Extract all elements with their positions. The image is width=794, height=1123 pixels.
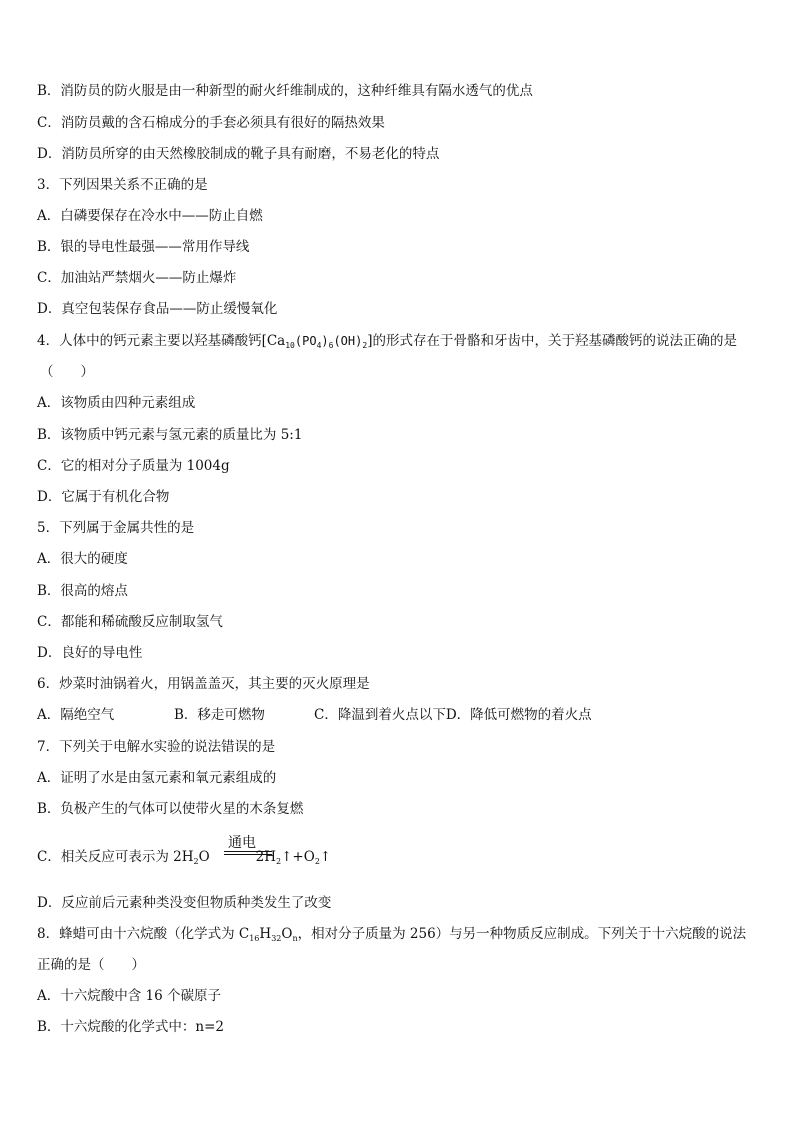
- question-4-prefix: 4．人体中的钙元素主要以羟基磷酸钙[Ca: [37, 333, 286, 349]
- reaction-equals-bottom: [224, 854, 272, 855]
- option-7-a: A．证明了水是由氢元素和氧元素组成的: [37, 770, 277, 786]
- option-7-b: B．负极产生的气体可以使带火星的木条复燃: [37, 801, 304, 817]
- option-6-d: D．降低可燃物的着火点: [445, 707, 592, 723]
- option-3-c: C．加油站严禁烟火——防止爆炸: [37, 270, 237, 286]
- question-6-options: [37, 706, 592, 724]
- question-4-answer-paren: （ ）: [40, 364, 94, 380]
- option-3-b: B．银的导电性最强——常用作导线: [37, 239, 250, 255]
- option-7-d: D．反应前后元素种类没变但物质种类发生了改变: [37, 895, 332, 911]
- option-6-a: A．隔绝空气: [37, 707, 115, 723]
- question-4-suffix: ]的形式存在于骨骼和牙齿中，关于羟基磷酸钙的说法正确的是: [367, 333, 737, 349]
- option-3-d: D．真空包装保存食品——防止缓慢氧化: [37, 301, 278, 317]
- option-4-a: A．该物质由四种元素组成: [37, 395, 196, 411]
- question-4: [37, 332, 737, 350]
- option-5-b: B．很高的熔点: [37, 583, 128, 599]
- option-4-c: C．它的相对分子质量为 1004g: [37, 458, 230, 474]
- question-8: 8．蜂蜡可由十六烷酸（化学式为 $C_{16}H_{32}O_n$，相对分子质量为 256）与另一种物质反应制成。下列关于十六烷酸的说法: [37, 926, 747, 943]
- question-7: 7．下列关于电解水实验的说法错误的是: [37, 739, 276, 755]
- option-5-d: D．良好的导电性: [37, 645, 143, 661]
- formula-part: $_{10}(PO_4)_6(OH)_2$: [285, 334, 368, 350]
- option-2-d: D．消防员所穿的由天然橡胶制成的靴子具有耐磨，不易老化的特点: [37, 146, 440, 162]
- reaction-condition: 通电: [228, 835, 256, 851]
- option-4-b: B．该物质中钙元素与氢元素的质量比为 5:1: [37, 427, 303, 443]
- reaction-equals-top: [224, 851, 272, 852]
- option-3-a: A．白磷要保存在冷水中——防止自燃: [37, 208, 263, 224]
- option-2-c: C．消防员戴的含石棉成分的手套必须具有很好的隔热效果: [37, 115, 385, 131]
- option-6-b: B．移走可燃物: [174, 707, 265, 723]
- option-2-b: B．消防员的防火服是由一种新型的耐火纤维制成的，这种纤维具有隔水透气的优点: [37, 83, 533, 99]
- option-6-c: C．降温到着火点以下: [314, 707, 446, 723]
- question-5: 5．下列属于金属共性的是: [37, 520, 195, 536]
- option-5-a: A．很大的硬度: [37, 551, 128, 567]
- option-8-a: A．十六烷酸中含 16 个碳原子: [37, 988, 222, 1004]
- question-3: 3．下列因果关系不正确的是: [37, 177, 208, 193]
- option-7-c: C．相关反应可表示为 $2H_2O$ $2H_2↑+O_2↑$: [37, 849, 332, 866]
- option-4-d: D．它属于有机化合物: [37, 489, 170, 505]
- option-5-c: C．都能和稀硫酸反应制取氢气: [37, 614, 223, 630]
- question-6: 6．炒菜时油锅着火，用锅盖盖灭，其主要的灭火原理是: [37, 676, 370, 692]
- option-8-b: B．十六烷酸的化学式中：n=2: [37, 1019, 225, 1035]
- question-8-continued: 正确的是（ ）: [37, 957, 145, 973]
